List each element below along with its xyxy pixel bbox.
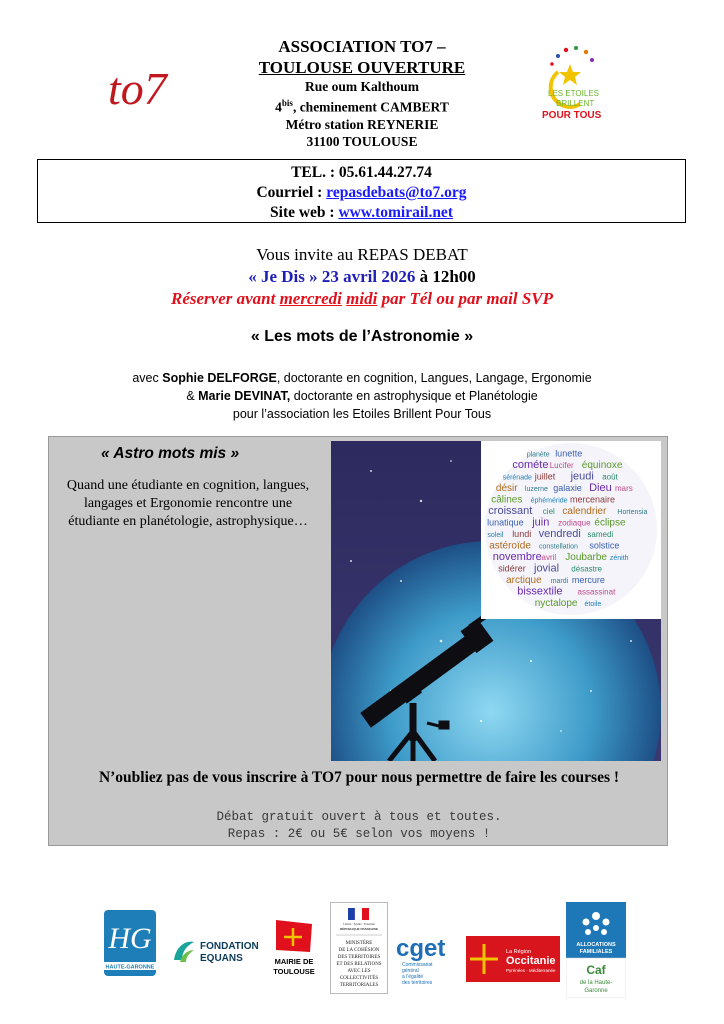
svg-text:DES TERRITOIRES: DES TERRITOIRES <box>337 955 381 960</box>
invitation <box>0 244 724 310</box>
email-line: Courriel : repasdebats@to7.org <box>256 184 467 201</box>
word-cloud-word: bissextile <box>517 585 563 598</box>
word-cloud-word: lunatique <box>487 517 524 528</box>
phone-number[interactable]: 05.61.44.27.74 <box>338 164 432 181</box>
word-cloud-word: éclipse <box>594 517 626 529</box>
word-cloud-word: Dieu <box>589 482 612 494</box>
mairie-toulouse-logo <box>270 918 318 980</box>
svg-text:ET DES RELATIONS: ET DES RELATIONS <box>336 962 382 967</box>
svg-text:COLLECTIVITÉS: COLLECTIVITÉS <box>339 976 379 981</box>
word-cloud-word: avril <box>541 553 557 562</box>
caf-logo <box>566 902 626 998</box>
speaker-2: & Marie DEVINAT, doctorante en astrophysique et Planétologie <box>186 389 538 403</box>
word-cloud-word: lunette <box>555 448 583 459</box>
etoiles-brillent-logo <box>534 44 618 126</box>
svg-text:Caf: Caf <box>586 963 606 977</box>
word-cloud-word: arctique <box>506 575 542 586</box>
svg-text:ALLOCATIONS: ALLOCATIONS <box>576 942 616 948</box>
svg-text:HAUTE-GARONNE: HAUTE-GARONNE <box>105 964 155 971</box>
haute-garonne-logo <box>104 910 156 976</box>
svg-text:FAMILIALES: FAMILIALES <box>579 949 613 955</box>
org-name: ASSOCIATION TO7 – <box>278 37 446 56</box>
word-cloud-word: Hortensia <box>617 509 648 516</box>
word-cloud-word: samedi <box>587 530 614 539</box>
svg-text:Occitanie: Occitanie <box>506 955 556 967</box>
word-cloud-word: désastre <box>571 564 602 574</box>
svg-text:Liberté · Égalité · Fraternité: Liberté · Égalité · Fraternité <box>343 923 375 926</box>
svg-text:Pyrénées · Méditerranée: Pyrénées · Méditerranée <box>506 968 556 973</box>
word-cloud-word: astéroïde <box>489 540 531 552</box>
word-cloud-word: croissant <box>488 505 533 517</box>
svg-text:EQUANS: EQUANS <box>200 953 243 964</box>
svg-text:BRILLENT: BRILLENT <box>556 99 595 108</box>
word-cloud-word: juin <box>532 516 550 529</box>
word-cloud-word: jeudi <box>570 470 594 483</box>
svg-text:Garonne: Garonne <box>584 988 608 994</box>
word-cloud-word: ciel <box>542 507 555 516</box>
word-cloud-word: constellation <box>539 543 578 551</box>
website-link[interactable]: www.tomirail.net <box>338 204 453 221</box>
svg-text:La Région: La Région <box>506 949 532 955</box>
address-street: Rue oum Kalthoum <box>304 79 419 94</box>
to7-logo-text: to7 <box>108 63 167 114</box>
to7-logo <box>104 62 184 114</box>
price-notice: Débat gratuit ouvert à tous et toutes. Repas : 2€ ou 5€ selon vos moyens ! <box>216 810 502 841</box>
word-cloud-word: zodiaque <box>558 518 591 528</box>
ministere-cohesion-logo <box>330 902 388 994</box>
speaker-1: avec Sophie DELFORGE, doctorante en cognition, Langues, Langage, Ergonomie <box>132 371 592 385</box>
word-cloud-word: cométe <box>512 459 549 471</box>
association-header <box>200 36 524 150</box>
svg-text:cget: cget <box>396 935 446 962</box>
invitation-heading: Vous invite au REPAS DEBAT <box>256 245 468 264</box>
event-panel <box>48 436 668 846</box>
svg-text:TERRITORIALES: TERRITORIALES <box>339 983 379 988</box>
word-cloud-word: câlines <box>491 494 523 506</box>
word-cloud-word: Joubarbe <box>565 552 608 563</box>
word-cloud-word: sérénade <box>502 474 532 482</box>
svg-text:de la Haute-: de la Haute- <box>579 980 613 986</box>
word-cloud-word: vendredi <box>538 528 581 540</box>
word-cloud-word: galaxie <box>553 483 582 493</box>
event-date: « Je Dis » 23 avril 2026 à 12h00 <box>248 267 476 286</box>
svg-text:DE LA COHÉSION: DE LA COHÉSION <box>338 948 380 953</box>
word-cloud-word: solstice <box>589 540 620 551</box>
word-cloud-word: luzerne <box>524 486 548 493</box>
cget-logo <box>394 930 456 986</box>
word-cloud-word: novembre <box>492 551 542 563</box>
word-cloud-word: juillet <box>534 471 556 482</box>
word-cloud-word: éphéméride <box>530 497 568 505</box>
panel-description: Quand une étudiante en cognition, langues, langages et Ergonomie rencontre une étudiante en planétologie, astrophysique… <box>66 478 310 529</box>
svg-text:FONDATION: FONDATION <box>200 941 259 952</box>
occitanie-logo <box>466 936 560 982</box>
email-link[interactable]: repasdebats@to7.org <box>326 184 467 201</box>
speaker-org: pour l’association les Etoiles Brillent Pour Tous <box>232 407 492 421</box>
svg-text:MINISTÈRE: MINISTÈRE <box>345 941 373 946</box>
website-line: Site web : www.tomirail.net <box>270 204 453 221</box>
word-cloud-word: mardi <box>550 578 569 585</box>
word-cloud-word: assassinat <box>577 587 616 597</box>
svg-text:Commissariat: Commissariat <box>402 962 433 968</box>
word-cloud-word: planète <box>526 451 550 459</box>
word-cloud-word: zénith <box>609 555 629 562</box>
phone-line: TEL. : 05.61.44.27.74 <box>291 164 432 181</box>
svg-text:des territoires: des territoires <box>402 980 433 986</box>
svg-text:AVEC LES: AVEC LES <box>347 969 371 974</box>
word-cloud-word: mars <box>615 484 633 493</box>
svg-text:HG: HG <box>108 922 152 955</box>
contact-box <box>37 159 686 223</box>
address-metro: Métro station REYNERIE <box>285 116 439 132</box>
word-cloud-word: mercenaire <box>570 494 616 505</box>
svg-text:RÉPUBLIQUE FRANÇAISE: RÉPUBLIQUE FRANÇAISE <box>339 927 379 931</box>
fondation-equans-logo <box>170 936 262 966</box>
word-cloud-word: désir <box>495 483 518 494</box>
telescope-photo <box>331 441 661 761</box>
word-cloud-word: calendrier <box>562 506 607 517</box>
word-cloud-word: sidérer <box>498 563 526 574</box>
word-cloud-word: Lucifer <box>549 461 574 470</box>
word-cloud-word: lundi <box>512 529 532 539</box>
speakers <box>0 369 724 423</box>
svg-text:général: général <box>402 968 419 974</box>
svg-text:TOULOUSE: TOULOUSE <box>273 967 315 976</box>
word-cloud-word: étoile <box>584 601 602 608</box>
org-subname: TOULOUSE OUVERTURE <box>258 58 466 77</box>
word-cloud-word: août <box>602 472 618 482</box>
svg-text:LES ETOILES: LES ETOILES <box>548 89 599 98</box>
registration-reminder: N’oubliez pas de vous inscrire à TO7 pour nous permettre de faire les courses ! <box>98 769 620 786</box>
word-cloud-word: jovial <box>534 562 560 575</box>
debate-topic: « Les mots de l’Astronomie » <box>250 328 474 345</box>
reservation-notice: Réserver avant mercredi midi par Tél ou par mail SVP <box>170 289 554 308</box>
panel-title: « Astro mots mis » <box>101 445 240 462</box>
word-cloud-word: soleil <box>487 532 504 539</box>
address-city: 31100 TOULOUSE <box>306 133 418 149</box>
svg-text:POUR TOUS: POUR TOUS <box>542 110 602 121</box>
word-cloud-word: équinoxe <box>581 460 623 471</box>
svg-text:MAIRIE DE: MAIRIE DE <box>274 957 314 966</box>
address-line: $4^{bis}$, cheminement CAMBERT <box>275 98 449 115</box>
word-cloud-word: nyctalope <box>534 598 578 609</box>
word-cloud-word: mercure <box>571 575 605 585</box>
svg-text:à l'égalité: à l'égalité <box>402 974 423 980</box>
